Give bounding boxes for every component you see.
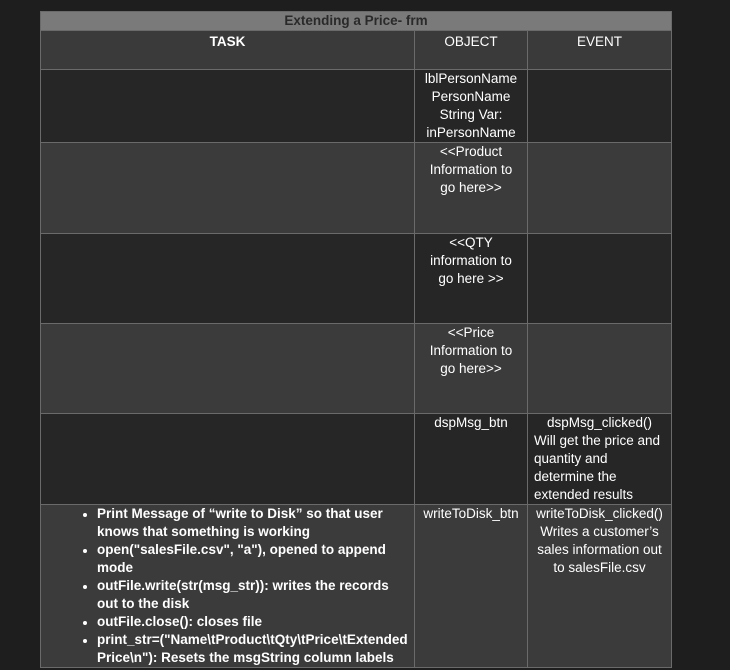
object-line: writeToDisk_btn: [423, 506, 519, 521]
object-line: lblPersonName: [424, 71, 518, 86]
table-row: [41, 505, 672, 668]
task-cell: [41, 505, 415, 668]
event-cell: [528, 505, 672, 668]
object-header: OBJECT: [415, 31, 528, 70]
object-line: go here>>: [440, 180, 502, 195]
event-method: writeToDisk_clicked(): [536, 506, 663, 521]
task-item: • print_str=("Name\tProduct\tQty\tPrice\tExtended Price\n"): Resets the msgString column labels: [97, 631, 408, 667]
object-line: String Var:: [439, 107, 503, 122]
object-cell: [415, 324, 528, 414]
table-row: [41, 143, 672, 234]
object-line: <<Price: [447, 325, 495, 340]
object-cell: [415, 234, 528, 324]
task-cell: [41, 70, 415, 143]
object-line: <<Product: [439, 144, 503, 159]
task-cell: [41, 143, 415, 234]
table-row: [41, 414, 672, 505]
task-list: [47, 505, 408, 667]
task-item: • Print Message of “write to Disk” so that user knows that something is working: [97, 505, 408, 541]
title-row: [41, 12, 672, 31]
table-title: Extending a Price- frm: [41, 12, 672, 31]
object-line: go here>>: [440, 361, 502, 376]
object-line: information to: [430, 253, 512, 268]
task-item: • outFile.write(str(msg_str)): writes the records out to the disk: [97, 577, 408, 613]
task-cell: [41, 234, 415, 324]
object-cell: [415, 70, 528, 143]
task-object-event-table: [40, 11, 672, 668]
event-description: Will get the price and quantity and determine the extended results: [534, 433, 661, 502]
object-line: go here >>: [438, 271, 504, 286]
object-line: <<QTY: [449, 235, 493, 250]
event-cell: [528, 143, 672, 234]
object-line: Information to: [429, 343, 513, 358]
task-cell: [41, 324, 415, 414]
task-cell: [41, 414, 415, 505]
object-line: Information to: [429, 162, 513, 177]
event-description: Writes a customer’s sales information out to salesFile.csv: [537, 524, 662, 575]
task-item: • outFile.close(): closes file: [97, 613, 408, 631]
object-cell: [415, 414, 528, 505]
object-line: dspMsg_btn: [434, 415, 508, 430]
object-line: PersonName: [431, 89, 511, 104]
event-cell: [528, 324, 672, 414]
event-method: dspMsg_clicked(): [546, 415, 653, 430]
event-cell: [528, 414, 672, 505]
event-header: EVENT: [528, 31, 672, 70]
object-line: inPersonName: [426, 125, 516, 140]
event-cell: [528, 70, 672, 143]
table-row: [41, 234, 672, 324]
event-cell: [528, 234, 672, 324]
header-row: [41, 31, 672, 70]
object-cell: [415, 143, 528, 234]
table-row: [41, 70, 672, 143]
object-cell: [415, 505, 528, 668]
task-header: TASK: [41, 31, 415, 70]
task-item: • open("salesFile.csv", "a"), opened to append mode: [97, 541, 408, 577]
table-row: [41, 324, 672, 414]
